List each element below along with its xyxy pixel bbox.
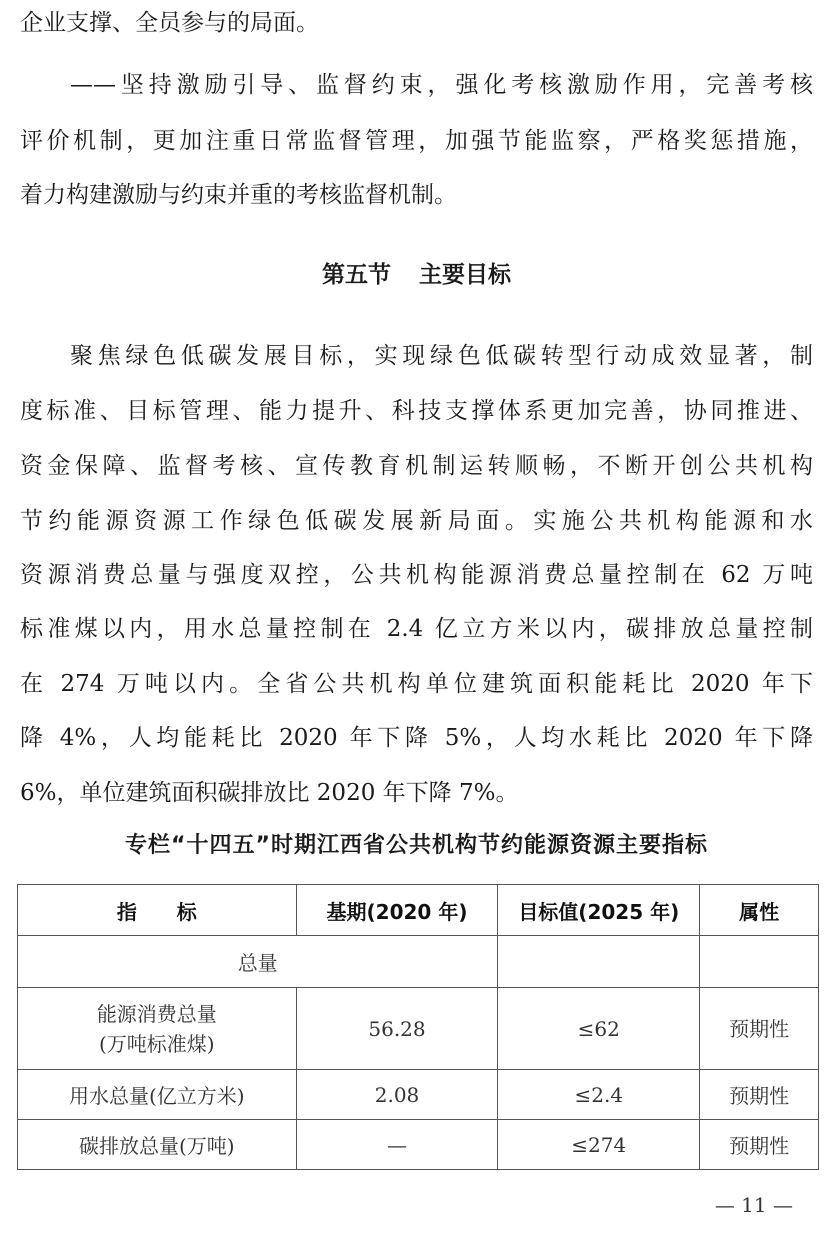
table-row: [18, 988, 819, 1070]
base-cell: 56.28: [296, 988, 498, 1070]
table-title: 专栏“十四五”时期江西省公共机构节约能源资源主要指标: [125, 833, 708, 858]
section-heading: [0, 260, 833, 290]
group-label: 总量: [18, 936, 498, 988]
text-line: 度标准、目标管理、能力提升、科技支撑体系更加完善，协同推进、: [20, 398, 813, 424]
section-number: 第五节: [322, 262, 391, 288]
text-line: 评价机制，更加注重日常监督管理，加强节能监察，严格奖惩措施，: [20, 128, 813, 154]
empty-cell: [700, 936, 819, 988]
table-row: [18, 1120, 819, 1170]
base-cell: 2.08: [296, 1070, 498, 1120]
attribute-cell: 预期性: [700, 1070, 819, 1120]
text-line: 在 274 万吨以内。全省公共机构单位建筑面积能耗比 2020 年下: [20, 671, 813, 697]
header-attribute: 属性: [700, 885, 819, 936]
indicator-cell: [18, 988, 297, 1070]
attribute-cell: 预期性: [700, 1120, 819, 1170]
indicator-name: 能源消费总量: [96, 1001, 217, 1026]
header-indicator: 指 标: [18, 885, 297, 936]
indicators-table: [17, 884, 819, 1170]
text-line: 着力构建激励与约束并重的考核监督机制。: [20, 182, 457, 208]
header-target: 目标值(2025 年): [498, 885, 700, 936]
indicator-cell: 用水总量(亿立方米): [18, 1070, 297, 1120]
text-line: 资金保障、监督考核、宣传教育机制运转顺畅，不断开创公共机构: [20, 453, 813, 479]
text-line: 聚焦绿色低碳发展目标，实现绿色低碳转型行动成效显著，制: [70, 343, 813, 369]
attribute-cell: 预期性: [700, 988, 819, 1070]
section-title: 主要目标: [419, 262, 511, 288]
page-number: — 11 —: [714, 1193, 793, 1217]
indicator-cell: 碳排放总量(万吨): [18, 1120, 297, 1170]
indicator-unit: (万吨标准煤): [99, 1031, 215, 1056]
table-row: [18, 936, 819, 988]
text-line: 降 4%，人均能耗比 2020 年下降 5%，人均水耗比 2020 年下降: [20, 725, 813, 751]
text-line: 节约能源资源工作绿色低碳发展新局面。实施公共机构能源和水: [20, 508, 813, 534]
text-line: ——坚持激励引导、监督约束，强化考核激励作用，完善考核: [70, 72, 813, 98]
target-cell: ≤2.4: [498, 1070, 700, 1120]
empty-cell: [498, 936, 700, 988]
text-line: 6%，单位建筑面积碳排放比 2020 年下降 7%。: [20, 780, 519, 806]
target-cell: ≤62: [498, 988, 700, 1070]
table-row: [18, 1070, 819, 1120]
text-line: 资源消费总量与强度双控，公共机构能源消费总量控制在 62 万吨: [20, 562, 813, 588]
base-cell: —: [296, 1120, 498, 1170]
text-line: 企业支撑、全员参与的局面。: [20, 10, 319, 36]
target-cell: ≤274: [498, 1120, 700, 1170]
text-line: 标准煤以内，用水总量控制在 2.4 亿立方米以内，碳排放总量控制: [20, 616, 813, 642]
header-base: 基期(2020 年): [296, 885, 498, 936]
